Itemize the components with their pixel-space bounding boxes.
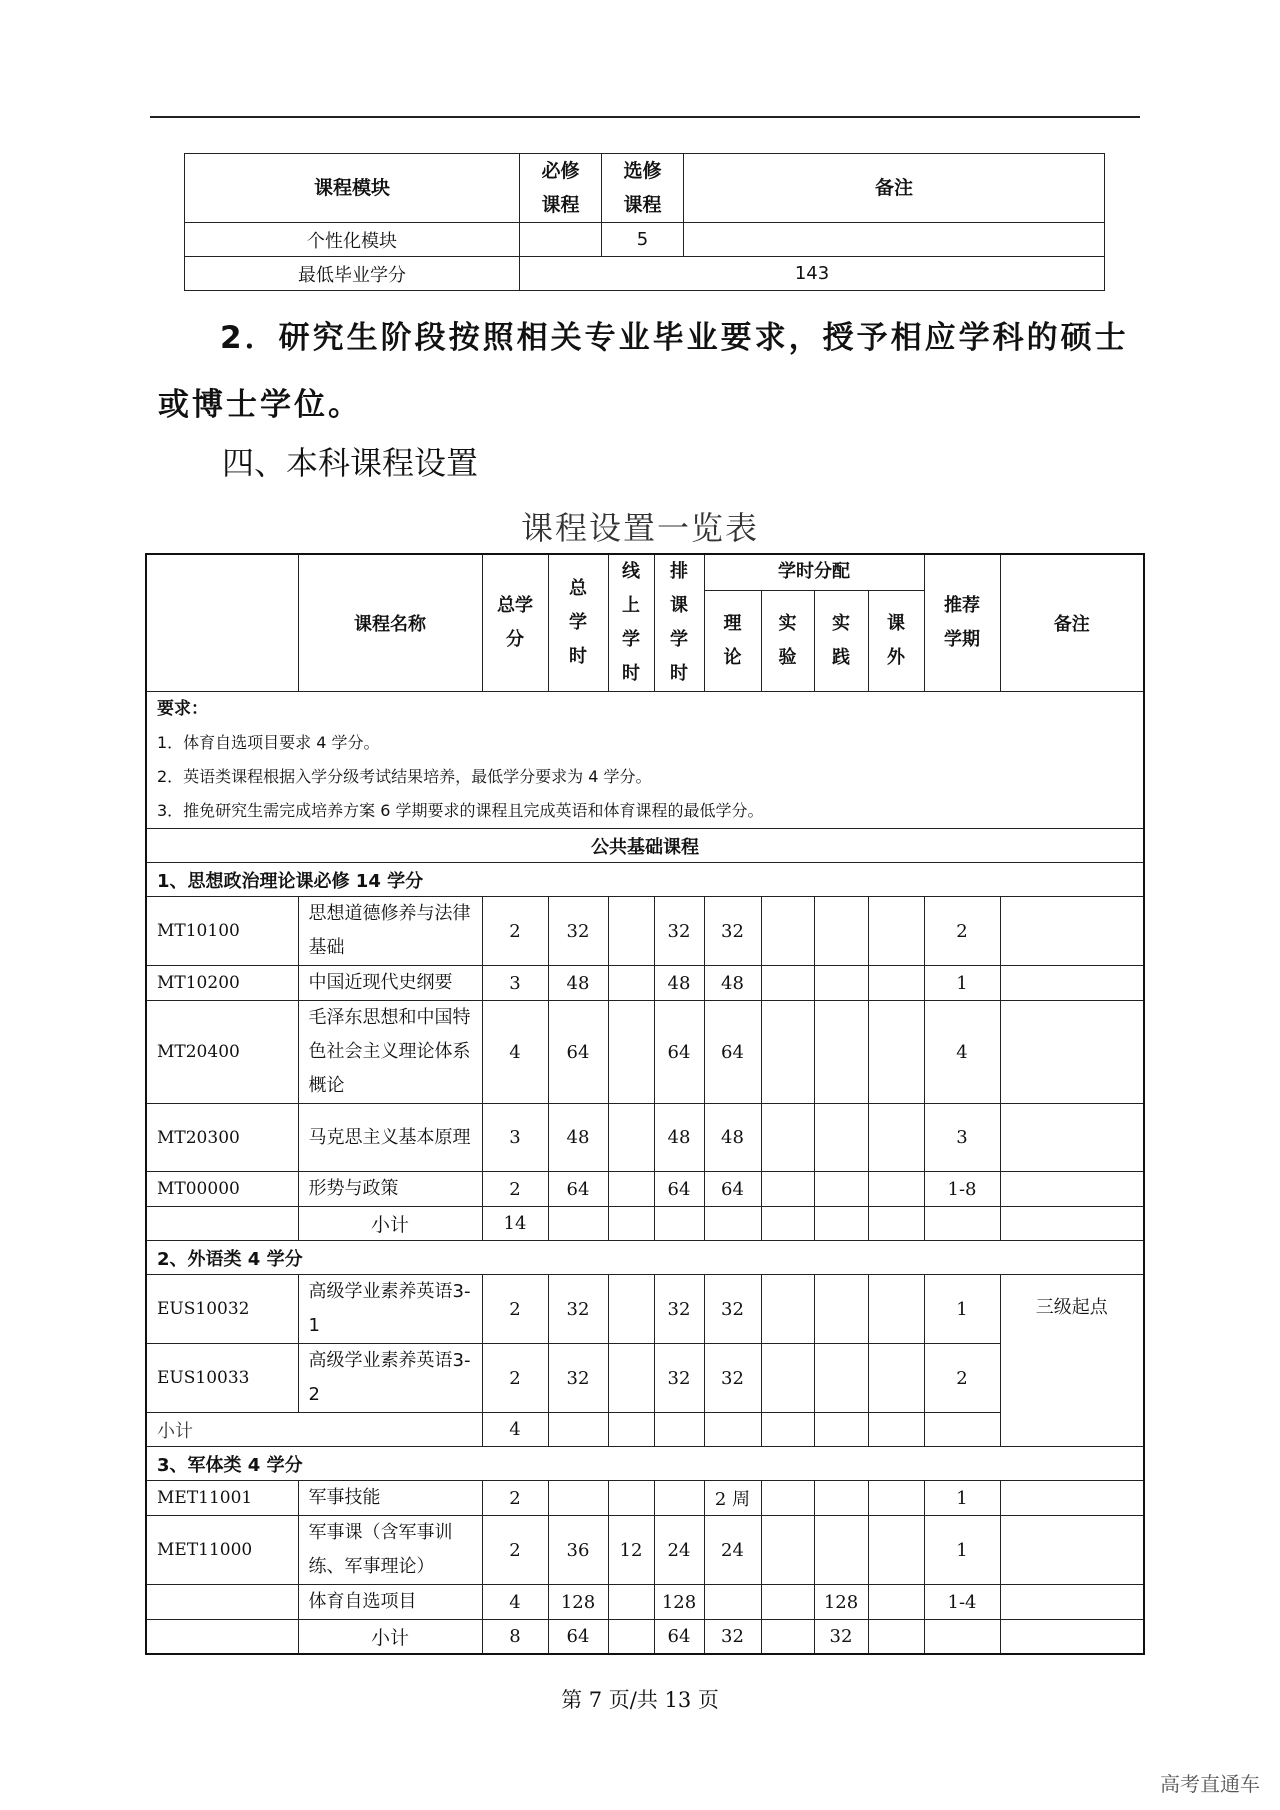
course-practice xyxy=(814,1481,868,1516)
subtotal-total-hours: 64 xyxy=(548,1620,608,1654)
table-row xyxy=(146,1516,1144,1585)
subtotal-cell xyxy=(868,1620,924,1654)
subtotal-row xyxy=(146,1413,1144,1447)
subtotal-cell xyxy=(814,1413,868,1447)
course-practice xyxy=(814,966,868,1001)
header-module: 课程模块 xyxy=(185,154,520,223)
subtotal-cell xyxy=(868,1413,924,1447)
course-online-hours xyxy=(608,1275,654,1344)
course-code: EUS10032 xyxy=(146,1275,298,1344)
header-online-hours: 线 上 学 时 xyxy=(608,554,654,692)
course-theory: 32 xyxy=(704,1275,761,1344)
course-extra xyxy=(868,1344,924,1413)
course-code: MET11001 xyxy=(146,1481,298,1516)
course-term: 2 xyxy=(924,1344,1000,1413)
subtotal-cell xyxy=(1000,1207,1144,1241)
subtotal-cell xyxy=(654,1207,704,1241)
course-code: MT00000 xyxy=(146,1172,298,1207)
course-total-hours: 48 xyxy=(548,1104,608,1172)
category-title: 1、思想政治理论课必修 14 学分 xyxy=(146,863,1144,897)
course-remark xyxy=(1000,1516,1144,1585)
header-practice: 实 践 xyxy=(814,590,868,691)
course-experiment xyxy=(761,897,814,966)
course-scheduled-hours: 32 xyxy=(654,1275,704,1344)
course-name: 高级学业素养英语3-1 xyxy=(298,1275,482,1344)
subtotal-cell xyxy=(608,1207,654,1241)
subtotal-cell xyxy=(548,1207,608,1241)
category-title: 2、外语类 4 学分 xyxy=(146,1241,1144,1275)
course-online-hours xyxy=(608,1001,654,1104)
course-term: 1 xyxy=(924,966,1000,1001)
course-theory: 48 xyxy=(704,1104,761,1172)
header-code xyxy=(146,554,298,692)
course-name: 毛泽东思想和中国特色社会主义理论体系概论 xyxy=(298,1001,482,1104)
subtotal-cell xyxy=(1000,1620,1144,1654)
course-term: 4 xyxy=(924,1001,1000,1104)
course-remark xyxy=(1000,1481,1144,1516)
course-online-hours: 12 xyxy=(608,1516,654,1585)
course-theory xyxy=(704,1585,761,1620)
subtotal-practice: 32 xyxy=(814,1620,868,1654)
watermark: 高考直通车 xyxy=(1160,1772,1260,1796)
course-code: MET11000 xyxy=(146,1516,298,1585)
course-table xyxy=(145,553,1145,1655)
subtotal-cell xyxy=(704,1207,761,1241)
course-experiment xyxy=(761,1344,814,1413)
course-theory: 48 xyxy=(704,966,761,1001)
module-remark xyxy=(684,223,1105,257)
header-elective: 选修 课程 xyxy=(602,154,684,223)
requirement-item: 2．英语类课程根据入学分级考试结果培养，最低学分要求为 4 学分。 xyxy=(157,767,652,786)
subtotal-cell xyxy=(704,1413,761,1447)
subtotal-cell xyxy=(924,1413,1000,1447)
course-term: 1-8 xyxy=(924,1172,1000,1207)
course-extra xyxy=(868,1275,924,1344)
course-experiment xyxy=(761,1001,814,1104)
course-code: EUS10033 xyxy=(146,1344,298,1413)
course-extra xyxy=(868,897,924,966)
course-remark xyxy=(1000,1585,1144,1620)
course-practice: 128 xyxy=(814,1585,868,1620)
course-total-hours: 128 xyxy=(548,1585,608,1620)
course-practice xyxy=(814,897,868,966)
subtotal-cell xyxy=(654,1413,704,1447)
course-total-hours: 36 xyxy=(548,1516,608,1585)
table-caption: 课程设置一览表 xyxy=(520,509,759,547)
course-scheduled-hours: 48 xyxy=(654,1104,704,1172)
course-scheduled-hours: 64 xyxy=(654,1001,704,1104)
subtotal-credits: 8 xyxy=(482,1620,548,1654)
course-term: 1-4 xyxy=(924,1585,1000,1620)
course-online-hours xyxy=(608,897,654,966)
subtotal-cell xyxy=(868,1207,924,1241)
requirements-title: 要求： xyxy=(157,699,208,719)
course-credits: 3 xyxy=(482,966,548,1001)
course-credits: 2 xyxy=(482,1172,548,1207)
course-name: 体育自选项目 xyxy=(298,1585,482,1620)
degree-paragraph: 2．研究生阶段按照相关专业毕业要求，授予相应学科的硕士或博士学位。 xyxy=(158,320,1129,423)
course-credits: 2 xyxy=(482,1275,548,1344)
course-experiment xyxy=(761,1275,814,1344)
subtotal-code xyxy=(146,1207,298,1241)
course-total-hours: 32 xyxy=(548,1275,608,1344)
header-remark: 备注 xyxy=(1000,554,1144,692)
subtotal-cell xyxy=(548,1413,608,1447)
table-row xyxy=(146,966,1144,1001)
subtotal-credits: 4 xyxy=(482,1413,548,1447)
course-total-hours xyxy=(548,1481,608,1516)
module-elective: 5 xyxy=(602,223,684,257)
subtotal-cell xyxy=(608,1413,654,1447)
header-course-name: 课程名称 xyxy=(298,554,482,692)
subtotal-label: 小计 xyxy=(298,1620,482,1654)
course-online-hours xyxy=(608,1104,654,1172)
course-theory: 32 xyxy=(704,1344,761,1413)
group-title: 公共基础课程 xyxy=(146,829,1144,863)
subtotal-code xyxy=(146,1620,298,1654)
course-scheduled-hours: 64 xyxy=(654,1172,704,1207)
header-rule xyxy=(150,116,1140,118)
course-experiment xyxy=(761,1104,814,1172)
course-online-hours xyxy=(608,1481,654,1516)
course-total-hours: 48 xyxy=(548,966,608,1001)
section-heading: 四、本科课程设置 xyxy=(222,444,479,482)
course-code: MT20300 xyxy=(146,1104,298,1172)
header-credits: 总学 分 xyxy=(482,554,548,692)
course-theory: 2 周 xyxy=(704,1481,761,1516)
header-theory: 理 论 xyxy=(704,590,761,691)
course-experiment xyxy=(761,1585,814,1620)
table-row xyxy=(146,1481,1144,1516)
header-required: 必修 课程 xyxy=(520,154,602,223)
subtotal-cell xyxy=(761,1207,814,1241)
header-remark: 备注 xyxy=(684,154,1105,223)
subtotal-label: 小计 xyxy=(298,1207,482,1241)
course-term: 3 xyxy=(924,1104,1000,1172)
requirements-block xyxy=(146,692,1144,829)
min-credits-label: 最低毕业学分 xyxy=(185,257,520,291)
table-row xyxy=(146,1001,1144,1104)
course-name: 马克思主义基本原理 xyxy=(298,1104,482,1172)
course-practice xyxy=(814,1104,868,1172)
header-term: 推荐 学期 xyxy=(924,554,1000,692)
subtotal-theory: 32 xyxy=(704,1620,761,1654)
header-experiment: 实 验 xyxy=(761,590,814,691)
course-remark xyxy=(1000,1104,1144,1172)
page-footer: 第 7 页/共 13 页 xyxy=(561,1688,719,1712)
subtotal-cell xyxy=(814,1207,868,1241)
course-scheduled-hours: 24 xyxy=(654,1516,704,1585)
course-practice xyxy=(814,1275,868,1344)
course-term: 1 xyxy=(924,1275,1000,1344)
course-name: 思想道德修养与法律基础 xyxy=(298,897,482,966)
course-credits: 4 xyxy=(482,1585,548,1620)
table-row xyxy=(146,1275,1144,1344)
course-credits: 3 xyxy=(482,1104,548,1172)
subtotal-cell xyxy=(761,1413,814,1447)
subtotal-scheduled-hours: 64 xyxy=(654,1620,704,1654)
course-code: MT10200 xyxy=(146,966,298,1001)
course-theory: 32 xyxy=(704,897,761,966)
course-term: 1 xyxy=(924,1481,1000,1516)
course-name: 形势与政策 xyxy=(298,1172,482,1207)
requirement-item: 3．推免研究生需完成培养方案 6 学期要求的课程且完成英语和体育课程的最低学分。 xyxy=(157,801,764,820)
course-practice xyxy=(814,1001,868,1104)
course-name: 军事课（含军事训练、军事理论） xyxy=(298,1516,482,1585)
module-name: 个性化模块 xyxy=(185,223,520,257)
course-extra xyxy=(868,1172,924,1207)
min-credits-value: 143 xyxy=(520,257,1105,291)
course-scheduled-hours: 48 xyxy=(654,966,704,1001)
subtotal-row xyxy=(146,1620,1144,1654)
subtotal-label: 小计 xyxy=(146,1413,482,1447)
header-scheduled-hours: 排 课 学 时 xyxy=(654,554,704,692)
table-row xyxy=(146,897,1144,966)
table-row xyxy=(146,1104,1144,1172)
course-remark: 三级起点 xyxy=(1000,1275,1144,1447)
course-term: 2 xyxy=(924,897,1000,966)
course-theory: 64 xyxy=(704,1001,761,1104)
course-extra xyxy=(868,966,924,1001)
course-scheduled-hours: 128 xyxy=(654,1585,704,1620)
course-online-hours xyxy=(608,1344,654,1413)
course-name: 中国近现代史纲要 xyxy=(298,966,482,1001)
course-experiment xyxy=(761,1172,814,1207)
course-credits: 2 xyxy=(482,1344,548,1413)
module-required xyxy=(520,223,602,257)
course-scheduled-hours: 32 xyxy=(654,897,704,966)
course-online-hours xyxy=(608,966,654,1001)
course-credits: 4 xyxy=(482,1001,548,1104)
course-code xyxy=(146,1585,298,1620)
course-code: MT20400 xyxy=(146,1001,298,1104)
credit-summary-table xyxy=(184,153,1105,291)
course-extra xyxy=(868,1481,924,1516)
course-remark xyxy=(1000,897,1144,966)
header-total-hours: 总 学 时 xyxy=(548,554,608,692)
header-extracurricular: 课 外 xyxy=(868,590,924,691)
course-experiment xyxy=(761,1481,814,1516)
course-total-hours: 32 xyxy=(548,897,608,966)
requirement-item: 1．体育自选项目要求 4 学分。 xyxy=(157,733,380,752)
course-credits: 2 xyxy=(482,1481,548,1516)
subtotal-credits: 14 xyxy=(482,1207,548,1241)
course-name: 高级学业素养英语3-2 xyxy=(298,1344,482,1413)
course-remark xyxy=(1000,1001,1144,1104)
course-remark xyxy=(1000,1172,1144,1207)
course-practice xyxy=(814,1344,868,1413)
course-total-hours: 64 xyxy=(548,1001,608,1104)
course-theory: 64 xyxy=(704,1172,761,1207)
course-practice xyxy=(814,1516,868,1585)
table-row xyxy=(146,1344,1144,1413)
subtotal-cell xyxy=(761,1620,814,1654)
course-practice xyxy=(814,1172,868,1207)
course-credits: 2 xyxy=(482,1516,548,1585)
subtotal-cell xyxy=(924,1207,1000,1241)
subtotal-cell xyxy=(608,1620,654,1654)
course-extra xyxy=(868,1104,924,1172)
course-theory: 24 xyxy=(704,1516,761,1585)
course-scheduled-hours: 32 xyxy=(654,1344,704,1413)
course-total-hours: 64 xyxy=(548,1172,608,1207)
course-credits: 2 xyxy=(482,897,548,966)
course-experiment xyxy=(761,1516,814,1585)
course-scheduled-hours xyxy=(654,1481,704,1516)
course-extra xyxy=(868,1001,924,1104)
table-row xyxy=(146,1172,1144,1207)
course-term: 1 xyxy=(924,1516,1000,1585)
course-extra xyxy=(868,1516,924,1585)
course-online-hours xyxy=(608,1585,654,1620)
subtotal-row xyxy=(146,1207,1144,1241)
table-row xyxy=(146,1585,1144,1620)
header-hour-distribution: 学时分配 xyxy=(704,554,924,590)
course-experiment xyxy=(761,966,814,1001)
course-total-hours: 32 xyxy=(548,1344,608,1413)
course-remark xyxy=(1000,966,1144,1001)
course-code: MT10100 xyxy=(146,897,298,966)
category-title: 3、军体类 4 学分 xyxy=(146,1447,1144,1481)
course-online-hours xyxy=(608,1172,654,1207)
course-name: 军事技能 xyxy=(298,1481,482,1516)
course-extra xyxy=(868,1585,924,1620)
subtotal-cell xyxy=(924,1620,1000,1654)
